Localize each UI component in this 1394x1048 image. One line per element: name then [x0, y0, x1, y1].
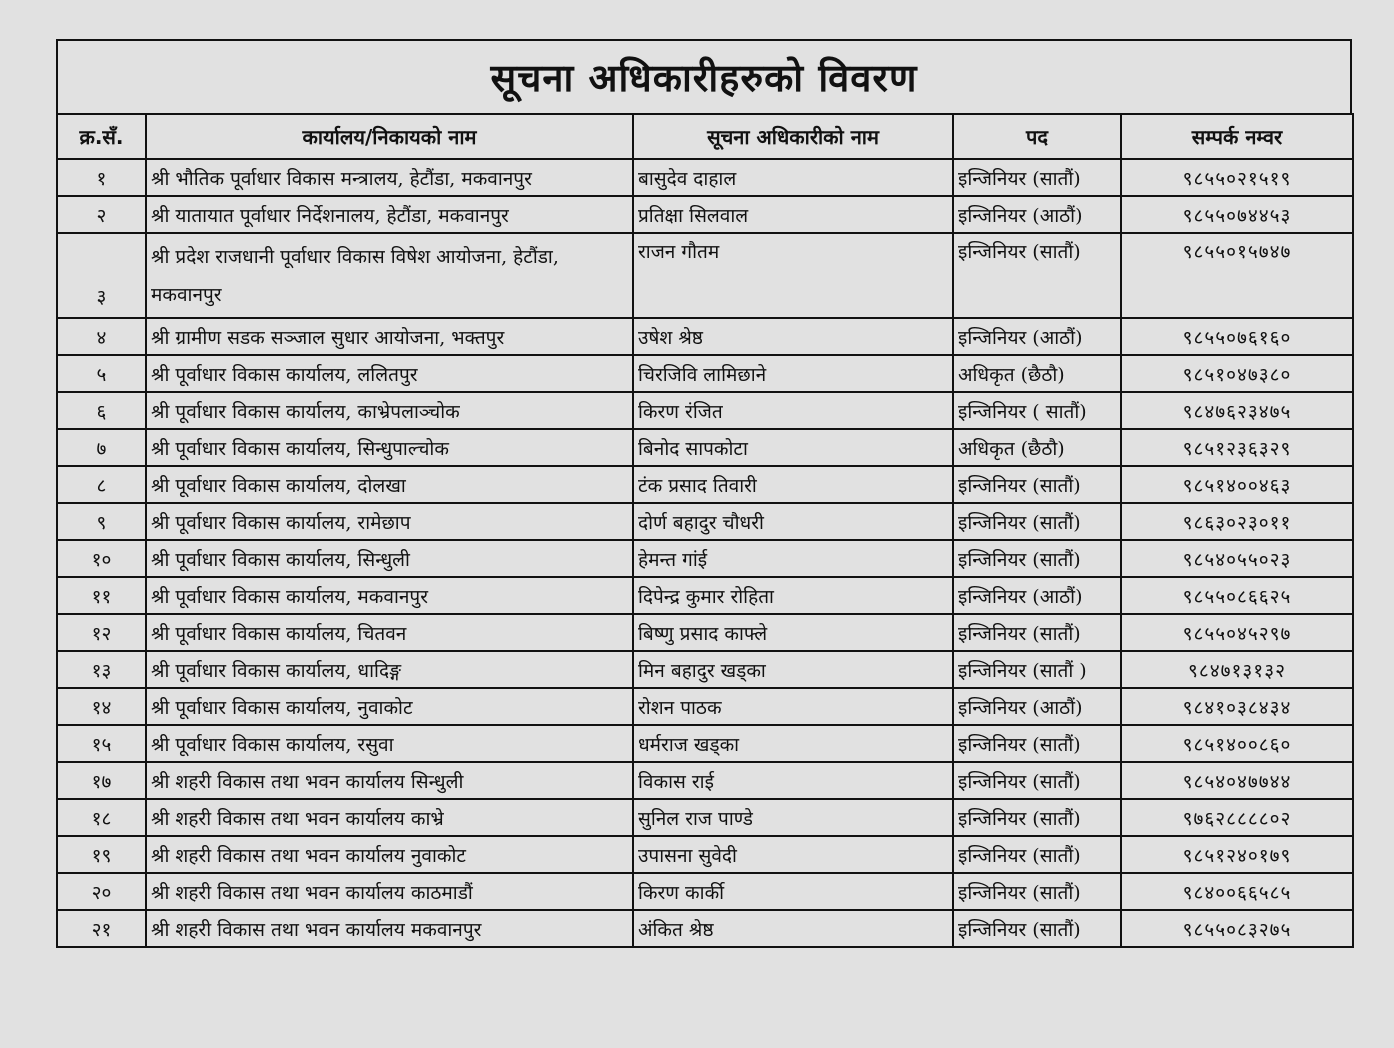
serial-number-cell: २० [57, 873, 146, 910]
post-cell: इन्जिनियर (सातौं) [953, 725, 1121, 762]
office-name-cell: श्री शहरी विकास तथा भवन कार्यालय काभ्रे [146, 799, 633, 836]
serial-number-cell: ५ [57, 355, 146, 392]
office-name-cell: श्री पूर्वाधार विकास कार्यालय, रसुवा [146, 725, 633, 762]
column-header-phone: सम्पर्क नम्वर [1121, 114, 1353, 159]
officer-name-cell: धर्मराज खड्का [633, 725, 953, 762]
officer-name-cell: किरण कार्की [633, 873, 953, 910]
column-header-office: कार्यालय/निकायको नाम [146, 114, 633, 159]
office-name-cell: श्री शहरी विकास तथा भवन कार्यालय काठमाडौं [146, 873, 633, 910]
serial-number-cell: ७ [57, 429, 146, 466]
table-body [57, 159, 1353, 947]
phone-number-cell: ९८५५०४५२९७ [1121, 614, 1353, 651]
officer-name-cell: विकास राई [633, 762, 953, 799]
table-row [57, 836, 1353, 873]
office-name-cell: श्री पूर्वाधार विकास कार्यालय, मकवानपुर [146, 577, 633, 614]
officer-name-cell: टंक प्रसाद तिवारी [633, 466, 953, 503]
officer-name-cell: उपासना सुवेदी [633, 836, 953, 873]
serial-number-cell: १३ [57, 651, 146, 688]
serial-number-cell: १७ [57, 762, 146, 799]
table-row [57, 466, 1353, 503]
office-name-cell: श्री प्रदेश राजधानी पूर्वाधार विकास विषेश आयोजना, हेटौंडा, मकवानपुर [146, 233, 633, 318]
serial-number-cell: ९ [57, 503, 146, 540]
phone-number-cell: ९८५१२३६३२९ [1121, 429, 1353, 466]
column-header-post: पद [953, 114, 1121, 159]
table-row [57, 503, 1353, 540]
office-name-cell: श्री शहरी विकास तथा भवन कार्यालय मकवानपुर [146, 910, 633, 947]
phone-number-cell: ९८५१४००८६० [1121, 725, 1353, 762]
officer-name-cell: अंकित श्रेष्ठ [633, 910, 953, 947]
post-cell: अधिकृत (छैठौ) [953, 355, 1121, 392]
phone-number-cell: ९८४७६२३४७५ [1121, 392, 1353, 429]
phone-number-cell: ९८५४०५५०२३ [1121, 540, 1353, 577]
post-cell: इन्जिनियर ( सातौं) [953, 392, 1121, 429]
post-cell: अधिकृत (छैठौ) [953, 429, 1121, 466]
table-row [57, 355, 1353, 392]
office-name-cell: श्री पूर्वाधार विकास कार्यालय, धादिङ्ग [146, 651, 633, 688]
post-cell: इन्जिनियर (सातौं) [953, 540, 1121, 577]
table-header-row [57, 114, 1353, 159]
phone-number-cell: ९८५५०८३२७५ [1121, 910, 1353, 947]
table-row [57, 540, 1353, 577]
phone-number-cell: ९८५५०७६१६० [1121, 318, 1353, 355]
page-title: सूचना अधिकारीहरुको विवरण [490, 56, 918, 100]
post-cell: इन्जिनियर (सातौं) [953, 762, 1121, 799]
table-row [57, 651, 1353, 688]
table-row [57, 725, 1353, 762]
officer-name-cell: चिरजिवि लामिछाने [633, 355, 953, 392]
post-cell: इन्जिनियर (सातौं) [953, 159, 1121, 196]
column-header-sn: क्र.सँ. [57, 114, 146, 159]
table-row [57, 762, 1353, 799]
table-row [57, 392, 1353, 429]
officer-name-cell: हेमन्त गांई [633, 540, 953, 577]
officer-list-sheet [56, 39, 1352, 948]
phone-number-cell: ९८५४०४७७४४ [1121, 762, 1353, 799]
officer-name-cell: बिष्णु प्रसाद काफ्ले [633, 614, 953, 651]
post-cell: इन्जिनियर (सातौं) [953, 503, 1121, 540]
table-row [57, 577, 1353, 614]
office-name-cell: श्री पूर्वाधार विकास कार्यालय, सिन्धुपाल्चोक [146, 429, 633, 466]
post-cell: इन्जिनियर (आठौं) [953, 577, 1121, 614]
table-row [57, 799, 1353, 836]
serial-number-cell: ६ [57, 392, 146, 429]
phone-number-cell: ९८४००६६५८५ [1121, 873, 1353, 910]
serial-number-cell: १२ [57, 614, 146, 651]
serial-number-cell: २ [57, 196, 146, 233]
table-row [57, 233, 1353, 318]
serial-number-cell: ८ [57, 466, 146, 503]
office-name-cell: श्री पूर्वाधार विकास कार्यालय, रामेछाप [146, 503, 633, 540]
office-name-cell: श्री पूर्वाधार विकास कार्यालय, दोलखा [146, 466, 633, 503]
office-name-cell: श्री ग्रामीण सडक सञ्जाल सुधार आयोजना, भक्तपुर [146, 318, 633, 355]
officer-name-cell: बासुदेव दाहाल [633, 159, 953, 196]
phone-number-cell: ९८६३०२३०११ [1121, 503, 1353, 540]
table-row [57, 873, 1353, 910]
post-cell: इन्जिनियर (सातौं) [953, 873, 1121, 910]
post-cell: इन्जिनियर (आठौं) [953, 196, 1121, 233]
phone-number-cell: ९८४१०३८४३४ [1121, 688, 1353, 725]
post-cell: इन्जिनियर (आठौं) [953, 688, 1121, 725]
post-cell: इन्जिनियर (सातौं) [953, 836, 1121, 873]
phone-number-cell: ९८४७१३१३२ [1121, 651, 1353, 688]
phone-number-cell: ९८५५०१५७४७ [1121, 233, 1353, 318]
serial-number-cell: १८ [57, 799, 146, 836]
title-box [56, 39, 1352, 113]
officer-name-cell: प्रतिक्षा सिलवाल [633, 196, 953, 233]
office-name-cell: श्री शहरी विकास तथा भवन कार्यालय नुवाकोट [146, 836, 633, 873]
phone-number-cell: ९८५१२४०१७९ [1121, 836, 1353, 873]
office-name-cell: श्री पूर्वाधार विकास कार्यालय, ललितपुर [146, 355, 633, 392]
table-row [57, 196, 1353, 233]
office-name-cell: श्री शहरी विकास तथा भवन कार्यालय सिन्धुली [146, 762, 633, 799]
table-row [57, 159, 1353, 196]
post-cell: इन्जिनियर (सातौं ) [953, 651, 1121, 688]
serial-number-cell: १० [57, 540, 146, 577]
serial-number-cell: १ [57, 159, 146, 196]
post-cell: इन्जिनियर (सातौं) [953, 233, 1121, 318]
column-header-officer: सूचना अधिकारीको नाम [633, 114, 953, 159]
officer-name-cell: बिनोद सापकोटा [633, 429, 953, 466]
office-name-cell: श्री पूर्वाधार विकास कार्यालय, चितवन [146, 614, 633, 651]
phone-number-cell: ९८५१०४७३८० [1121, 355, 1353, 392]
table-row [57, 429, 1353, 466]
table-row [57, 318, 1353, 355]
officer-name-cell: मिन बहादुर खड्का [633, 651, 953, 688]
table-row [57, 614, 1353, 651]
phone-number-cell: ९८५५०७४४५३ [1121, 196, 1353, 233]
officer-name-cell: रोशन पाठक [633, 688, 953, 725]
post-cell: इन्जिनियर (सातौं) [953, 466, 1121, 503]
officer-name-cell: उषेश श्रेष्ठ [633, 318, 953, 355]
phone-number-cell: ९८५१४००४६३ [1121, 466, 1353, 503]
officer-name-cell: किरण रंजित [633, 392, 953, 429]
officer-name-cell: दोर्ण बहादुर चौधरी [633, 503, 953, 540]
post-cell: इन्जिनियर (आठौं) [953, 318, 1121, 355]
phone-number-cell: ९८५५०२१५१९ [1121, 159, 1353, 196]
office-name-cell: श्री यातायात पूर्वाधार निर्देशनालय, हेटौंडा, मकवानपुर [146, 196, 633, 233]
officer-table [56, 113, 1354, 948]
office-name-cell: श्री पूर्वाधार विकास कार्यालय, सिन्धुली [146, 540, 633, 577]
table-row [57, 910, 1353, 947]
serial-number-cell: १५ [57, 725, 146, 762]
officer-name-cell: सुनिल राज पाण्डे [633, 799, 953, 836]
table-row [57, 688, 1353, 725]
officer-name-cell: दिपेन्द्र कुमार रोहिता [633, 577, 953, 614]
phone-number-cell: ९७६२८८८८०२ [1121, 799, 1353, 836]
office-name-cell: श्री भौतिक पूर्वाधार विकास मन्त्रालय, हेटौंडा, मकवानपुर [146, 159, 633, 196]
post-cell: इन्जिनियर (सातौं) [953, 910, 1121, 947]
post-cell: इन्जिनियर (सातौं) [953, 799, 1121, 836]
phone-number-cell: ९८५५०८६६२५ [1121, 577, 1353, 614]
serial-number-cell: ४ [57, 318, 146, 355]
office-name-cell: श्री पूर्वाधार विकास कार्यालय, नुवाकोट [146, 688, 633, 725]
serial-number-cell: ११ [57, 577, 146, 614]
post-cell: इन्जिनियर (सातौं) [953, 614, 1121, 651]
serial-number-cell: २१ [57, 910, 146, 947]
serial-number-cell: १९ [57, 836, 146, 873]
serial-number-cell: ३ [57, 233, 146, 318]
office-name-cell: श्री पूर्वाधार विकास कार्यालय, काभ्रेपलाञ्चोक [146, 392, 633, 429]
serial-number-cell: १४ [57, 688, 146, 725]
officer-name-cell: राजन गौतम [633, 233, 953, 318]
